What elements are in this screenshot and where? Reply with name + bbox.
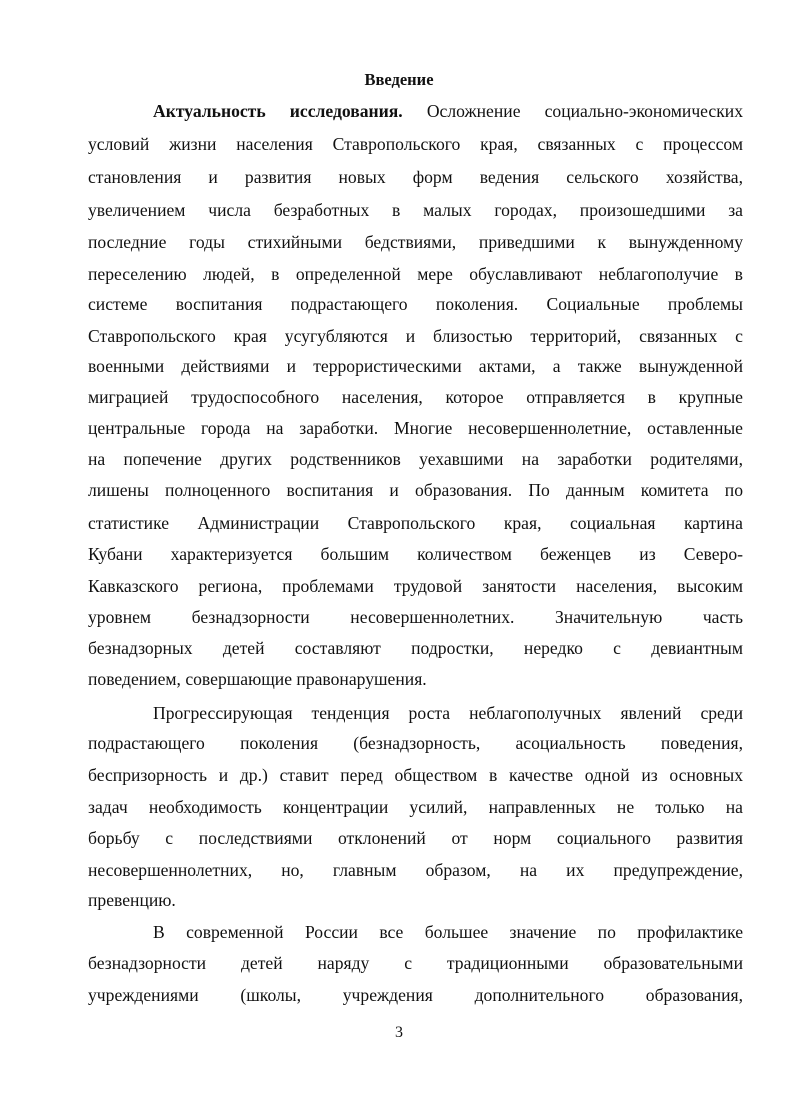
text-line: увеличением числа безработных в малых городах, произошедшими за <box>88 200 743 220</box>
text-line: военными действиями и террористическими актами, а также вынужденной <box>88 356 743 376</box>
text-line: центральные города на заработки. Многие несовершеннолетние, оставленные <box>88 418 743 438</box>
text-line: подрастающего поколения (безнадзорность, асоциальность поведения, <box>88 733 743 753</box>
text-line: задач необходимость концентрации усилий, направленных не только на <box>88 797 743 817</box>
paragraph-lead: Актуальность исследования. <box>153 101 403 121</box>
text-line: борьбу с последствиями отклонений от норм социального развития <box>88 828 743 848</box>
text-line: Осложнение социально-экономических <box>426 101 743 121</box>
text-line: беспризорность и др.) ставит перед обществом в качестве одной из основных <box>88 765 743 785</box>
text-line: В современной России все большее значение по профилактике <box>153 922 743 942</box>
text-line: Ставропольского края усугубляются и близостью территорий, связанных с <box>88 326 743 346</box>
text-line: условий жизни населения Ставропольского края, связанных с процессом <box>88 134 743 154</box>
text-line: Прогрессирующая тенденция роста неблагополучных явлений среди <box>153 703 743 723</box>
text-line: Кавказского региона, проблемами трудовой занятости населения, высоким <box>88 576 743 596</box>
text-line: безнадзорных детей составляют подростки, нередко с девиантным <box>88 638 743 658</box>
text-line: системе воспитания подрастающего поколения. Социальные проблемы <box>88 294 743 314</box>
text-line: учреждениями (школы, учреждения дополнительного образования, <box>88 985 743 1005</box>
page-heading: Введение <box>364 70 434 89</box>
text-line: переселению людей, в определенной мере обуславливают неблагополучие в <box>88 264 743 284</box>
text-line: на попечение других родственников уехавшими на заработки родителями, <box>88 449 743 469</box>
text-line: становления и развития новых форм ведения сельского хозяйства, <box>88 167 743 187</box>
text-line: несовершеннолетних, но, главным образом, на их предупреждение, <box>88 860 743 880</box>
text-line: последние годы стихийными бедствиями, приведшими к вынужденному <box>88 232 743 252</box>
text-line: лишены полноценного воспитания и образования. По данным комитета по <box>88 480 743 500</box>
text-line: статистике Администрации Ставропольского края, социальная картина <box>88 513 743 533</box>
text-line: поведением, совершающие правонарушения. <box>88 669 427 689</box>
text-line: превенцию. <box>88 890 176 910</box>
text-line: миграцией трудоспособного населения, которое отправляется в крупные <box>88 387 743 407</box>
text-line: Кубани характеризуется большим количеством беженцев из Северо- <box>88 544 743 564</box>
paragraph-1-line-1 <box>153 95 743 127</box>
page-number: 3 <box>395 1024 403 1041</box>
text-line: уровнем безнадзорности несовершеннолетних. Значительную часть <box>88 607 743 627</box>
text-line: безнадзорности детей наряду с традиционными образовательными <box>88 953 743 973</box>
